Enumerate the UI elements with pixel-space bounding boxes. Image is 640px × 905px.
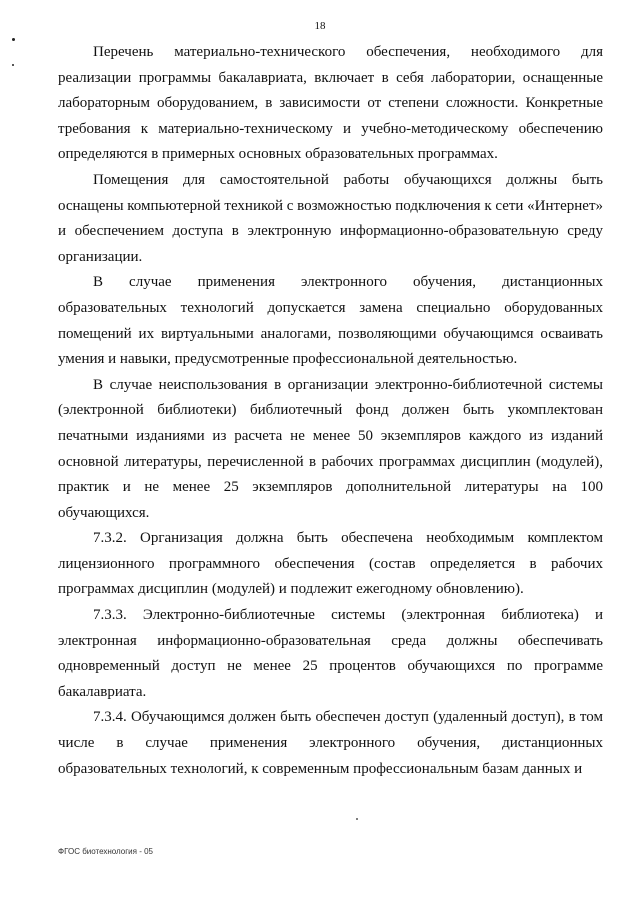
page-number: 18 [314,20,326,32]
scan-speck [12,38,15,41]
paragraph-library-fund: В случае неиспользования в организации электронно-библиотечной системы (электронной библиотеки) библиотечный фонд должен быть укомплектован печатными изданиями из расчета не менее 50 экземпляров каждого из изданий основной литературы, перечисленной в рабочих программах дисциплин (модулей), практик и не менее 25 экземпляров дополнительной литературы на 100 обучающихся. [58,376,603,521]
paragraph-self-study-rooms: Помещения для самостоятельной работы обучающихся должны быть оснащены компьютерной техникой с возможностью подключения к сети «Интернет» и обеспечением доступа в электронную информационно-образовательную среду организации. [58,171,603,265]
paragraph-virtual-analogues: В случае применения электронного обучения, дистанционных образовательных технологий допускается замена специально оборудованных помещений их виртуальными аналогами, позволяющими обучающимся осваивать умения и навыки, предусмотренные профессиональной деятельностью. [58,274,603,368]
page-footer: ФГОС биотехнология - 05 [58,847,153,856]
scan-speck [12,64,14,66]
paragraph-7-3-3: 7.3.3. Электронно-библиотечные системы (электронная библиотека) и электронная информационно-образовательная среда должны обеспечивать одновременный доступ не менее 25 процентов обучающихся по программе бакалавриата. [58,607,603,700]
scan-speck [356,818,358,820]
paragraph-7-3-2: 7.3.2. Организация должна быть обеспечена необходимым комплектом лицензионного программного обеспечения (состав определяется в рабочих программах дисциплин (модулей) и подлежит ежегодному обновлению). [58,530,603,598]
document-body [58,40,603,782]
paragraph-7-3-4: 7.3.4. Обучающимся должен быть обеспечен доступ (удаленный доступ), в том числе в случае применения электронного обучения, дистанционных образовательных технологий, к современным профессиональным базам данных и [58,709,603,777]
paragraph-equipment-list: Перечень материально-технического обеспечения, необходимого для реализации программы бакалавриата, включает в себя лаборатории, оснащенные лабораторным оборудованием, в зависимости от степени сложности. Конкретные требования к материально-техническому и учебно-методическому обеспечению определяются в примерных основных образовательных программах. [58,44,603,163]
